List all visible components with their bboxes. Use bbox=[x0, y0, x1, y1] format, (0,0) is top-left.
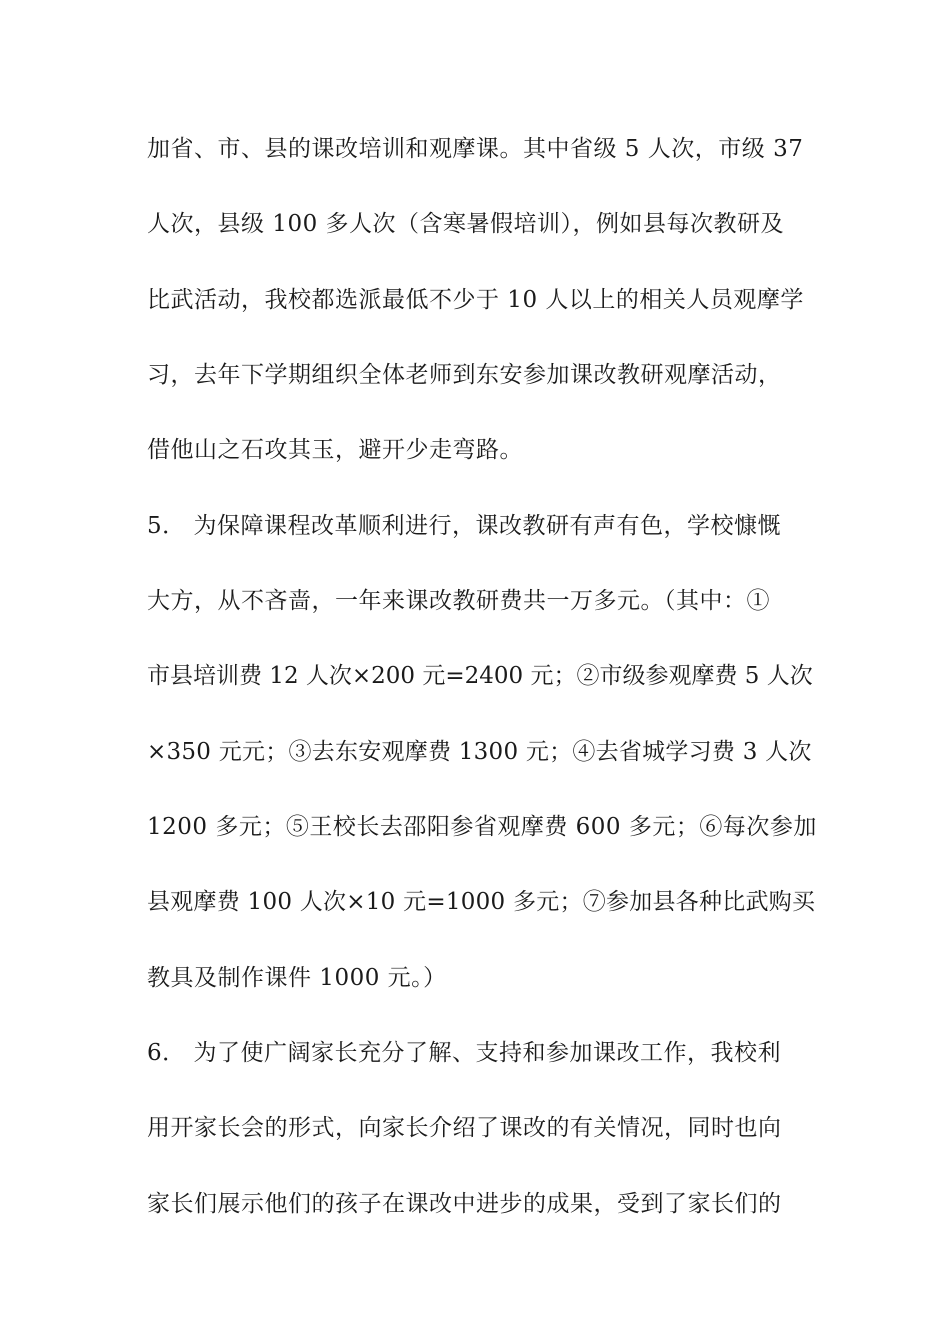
text-line: 教具及制作课件 1000 元。） bbox=[147, 965, 447, 991]
text-line: 借他山之石攻其玉，避开少走弯路。 bbox=[147, 437, 523, 463]
text-line: 县观摩费 100 人次×10 元=1000 多元；⑦参加县各种比武购买 bbox=[147, 889, 816, 915]
text-line: 比武活动，我校都选派最低不少于 10 人以上的相关人员观摩学 bbox=[147, 287, 804, 313]
text-line: 人次，县级 100 多人次（含寒暑假培训），例如县每次教研及 bbox=[147, 211, 785, 237]
text-line: 6． 为了使广阔家长充分了解、支持和参加课改工作，我校利 bbox=[147, 1040, 781, 1066]
text-line: 习，去年下学期组织全体老师到东安参加课改教研观摩活动， bbox=[147, 362, 782, 388]
text-line: 加省、市、县的课改培训和观摩课。其中省级 5 人次，市级 37 bbox=[147, 136, 804, 162]
text-line: 1200 多元；⑤王校长去邵阳参省观摩费 600 多元；⑥每次参加 bbox=[147, 814, 817, 840]
text-line: 市县培训费 12 人次×200 元=2400 元；②市级参观摩费 5 人次 bbox=[147, 663, 813, 689]
text-line: ×350 元元；③去东安观摩费 1300 元；④去省城学习费 3 人次 bbox=[147, 739, 812, 765]
text-line: 用开家长会的形式，向家长介绍了课改的有关情况，同时也向 bbox=[147, 1115, 782, 1141]
text-line: 家长们展示他们的孩子在课改中进步的成果，受到了家长们的 bbox=[147, 1191, 782, 1217]
text-line: 大方，从不吝啬，一年来课改教研费共一万多元。（其中：① bbox=[147, 588, 770, 614]
text-line: 5． 为保障课程改革顺利进行，课改教研有声有色，学校慷慨 bbox=[147, 513, 781, 539]
